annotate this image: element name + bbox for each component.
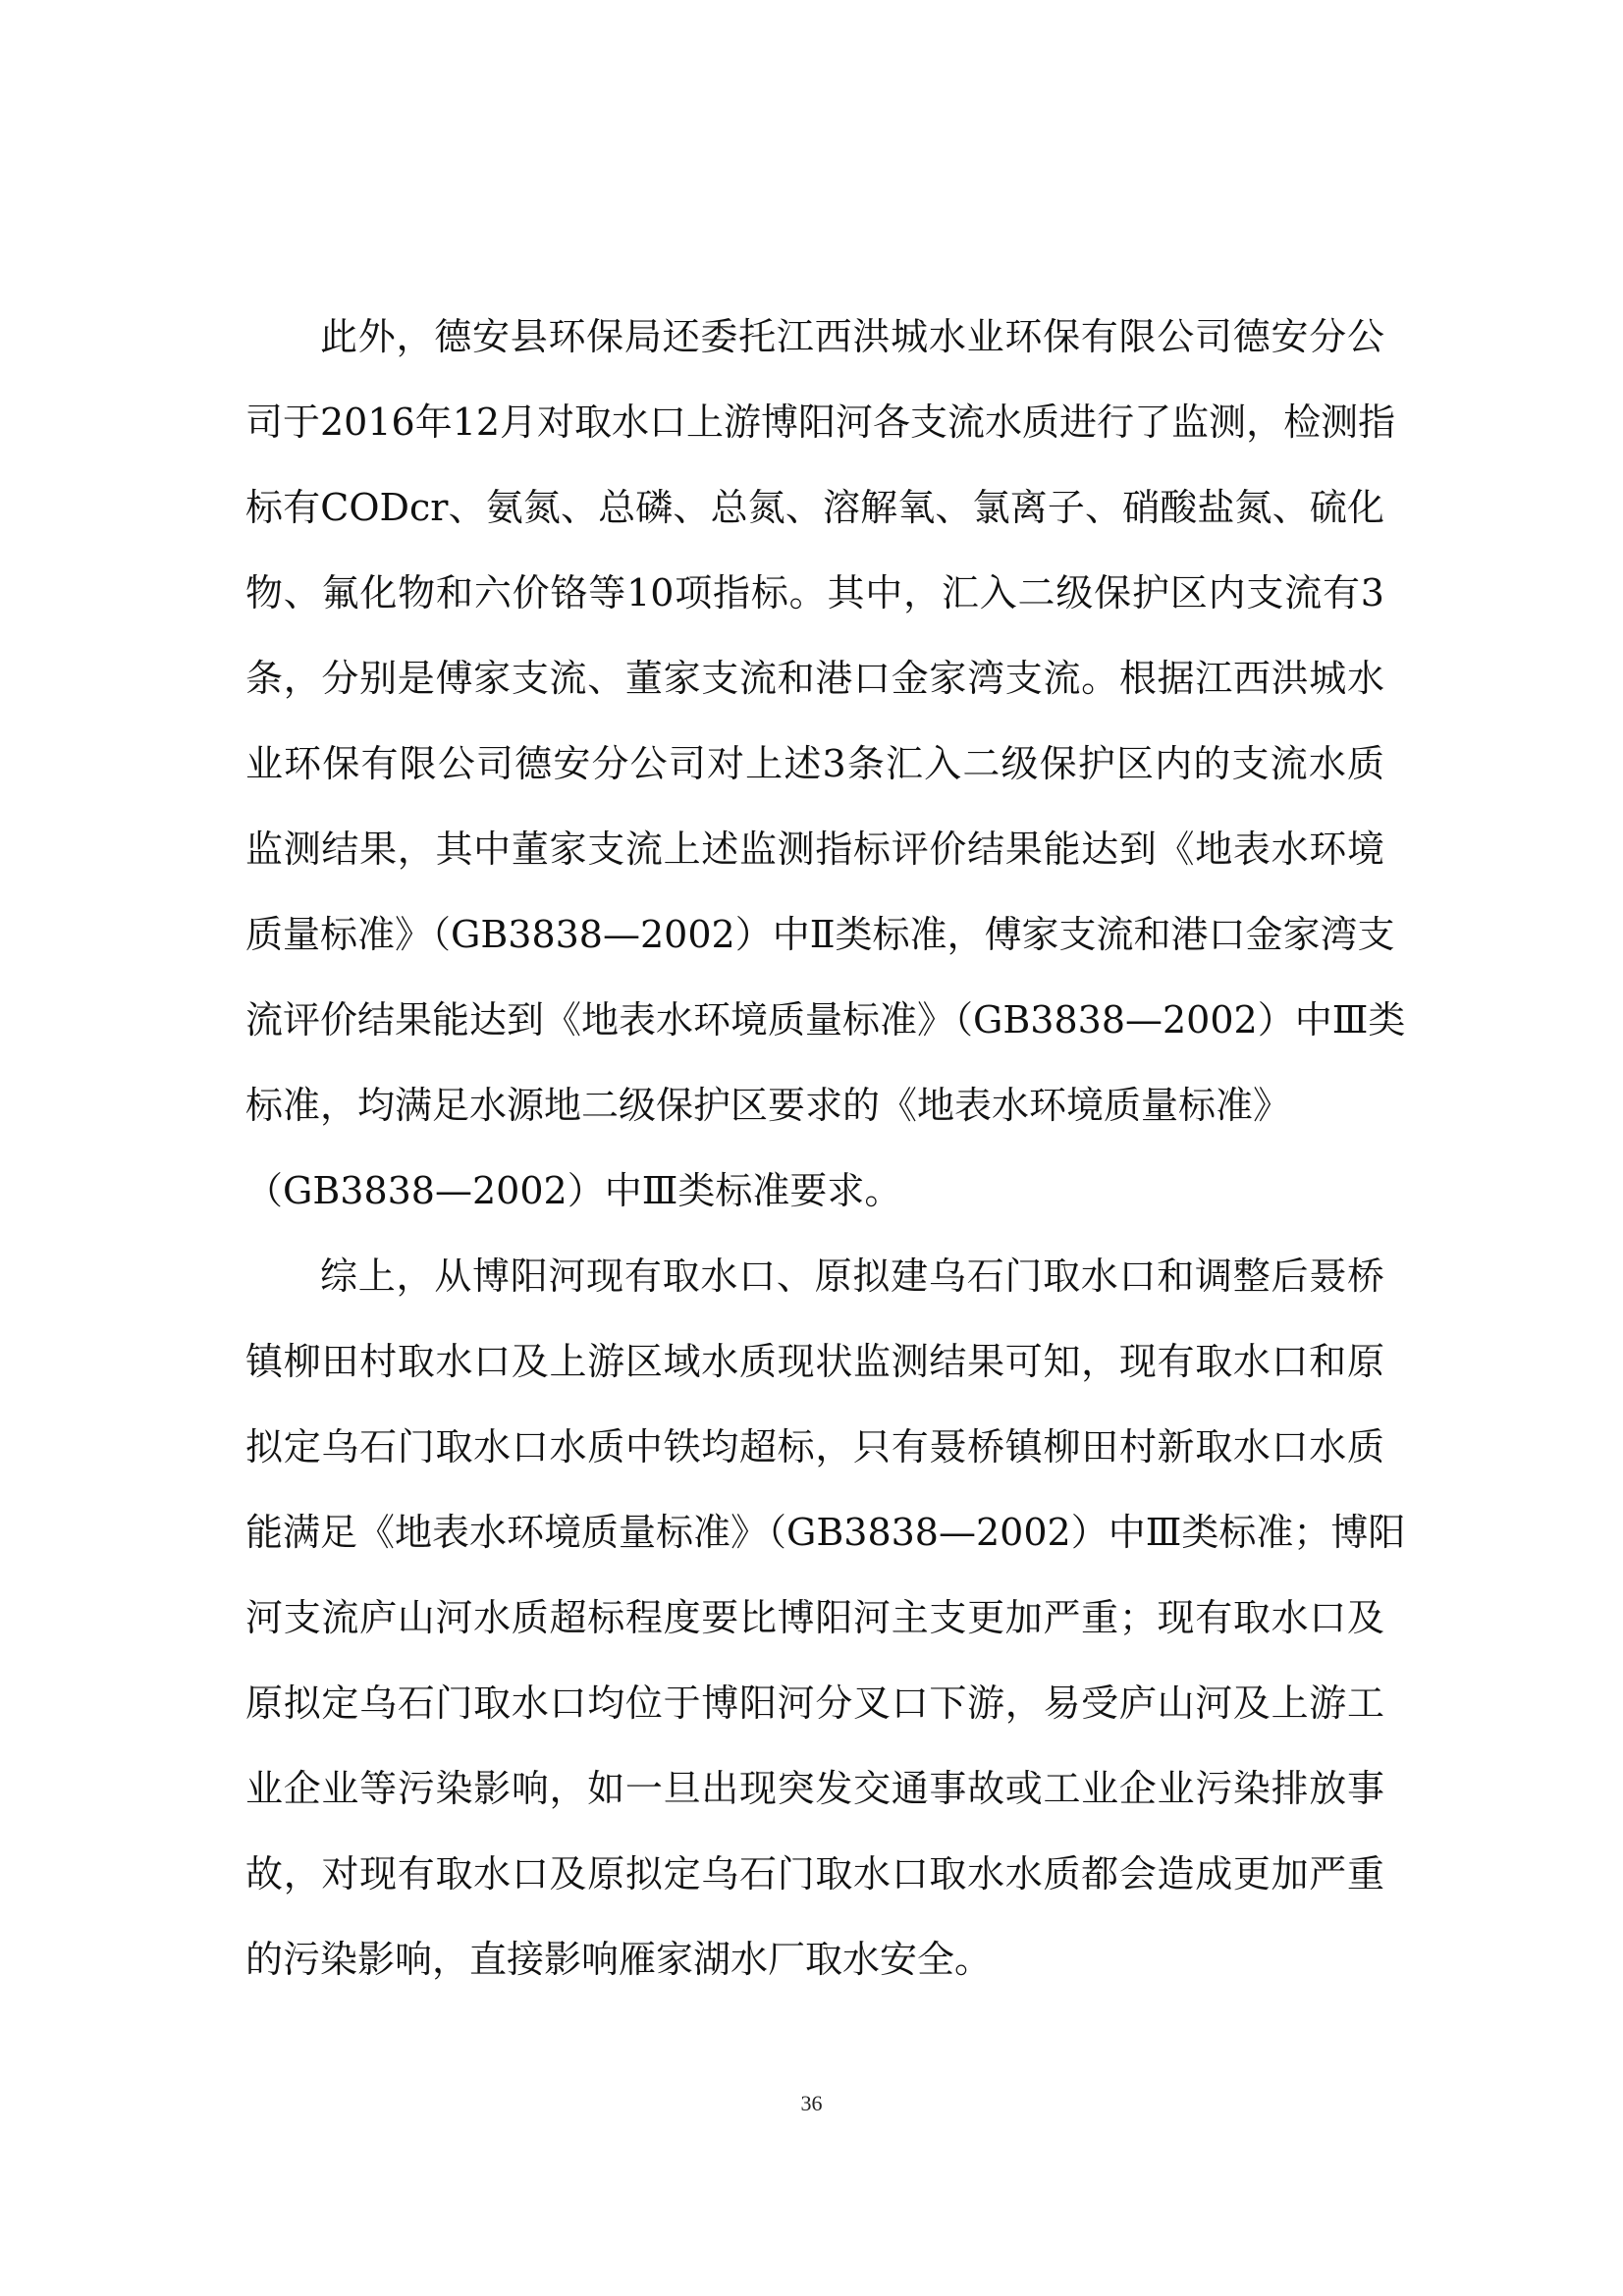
text-line: 的污染影响，直接影响雁家湖水厂取水安全。 (245, 1938, 993, 1981)
text-line: 标有CODcr、氨氮、总磷、总氮、溶解氧、氯离子、硝酸盐氮、硫化 (245, 486, 1384, 529)
text-line: 拟定乌石门取水口水质中铁均超标，只有聂桥镇柳田村新取水口水质 (245, 1425, 1384, 1468)
text-line: 镇柳田村取水口及上游区域水质现状监测结果可知，现有取水口和原 (245, 1340, 1384, 1383)
text-line: 司于2016年12月对取水口上游博阳河各支流水质进行了监测，检测指 (245, 400, 1396, 444)
text-line: 条，分别是傅家支流、董家支流和港口金家湾支流。根据江西洪城水 (245, 657, 1384, 700)
text-line: 此外，德安县环保局还委托江西洪城水业环保有限公司德安分公 (320, 315, 1384, 358)
text-line: 监测结果，其中董家支流上述监测指标评价结果能达到《地表水环境 (245, 828, 1384, 871)
text-line: 业企业等污染影响，如一旦出现突发交通事故或工业企业污染排放事 (245, 1767, 1384, 1810)
text-line: 能满足《地表水环境质量标准》（GB3838—2002）中Ⅲ类标准；博阳 (245, 1511, 1406, 1554)
text-line: 质量标准》（GB3838—2002）中Ⅱ类标准，傅家支流和港口金家湾支 (245, 913, 1395, 956)
text-line: 故，对现有取水口及原拟定乌石门取水口取水水质都会造成更加严重 (245, 1852, 1384, 1896)
text-line: 综上，从博阳河现有取水口、原拟建乌石门取水口和调整后聂桥 (320, 1255, 1384, 1298)
text-line: 河支流庐山河水质超标程度要比博阳河主支更加严重；现有取水口及 (245, 1596, 1384, 1639)
paragraph-water-quality-monitoring (245, 294, 1406, 1234)
paragraph-conclusion (245, 1234, 1406, 2002)
text-line: （GB3838—2002）中Ⅲ类标准要求。 (245, 1169, 902, 1212)
text-line: 原拟定乌石门取水口均位于博阳河分叉口下游，易受庐山河及上游工 (245, 1682, 1384, 1725)
page-number: 36 (800, 2091, 823, 2115)
text-line: 业环保有限公司德安分公司对上述3条汇入二级保护区内的支流水质 (245, 742, 1384, 785)
text-line: 物、氟化物和六价铬等10项指标。其中，汇入二级保护区内支流有3 (245, 571, 1384, 614)
text-line: 流评价结果能达到《地表水环境质量标准》（GB3838—2002）中Ⅲ类 (245, 998, 1406, 1041)
text-line: 标准，均满足水源地二级保护区要求的《地表水环境质量标准》 (245, 1084, 1291, 1127)
body-text (245, 294, 1406, 2002)
